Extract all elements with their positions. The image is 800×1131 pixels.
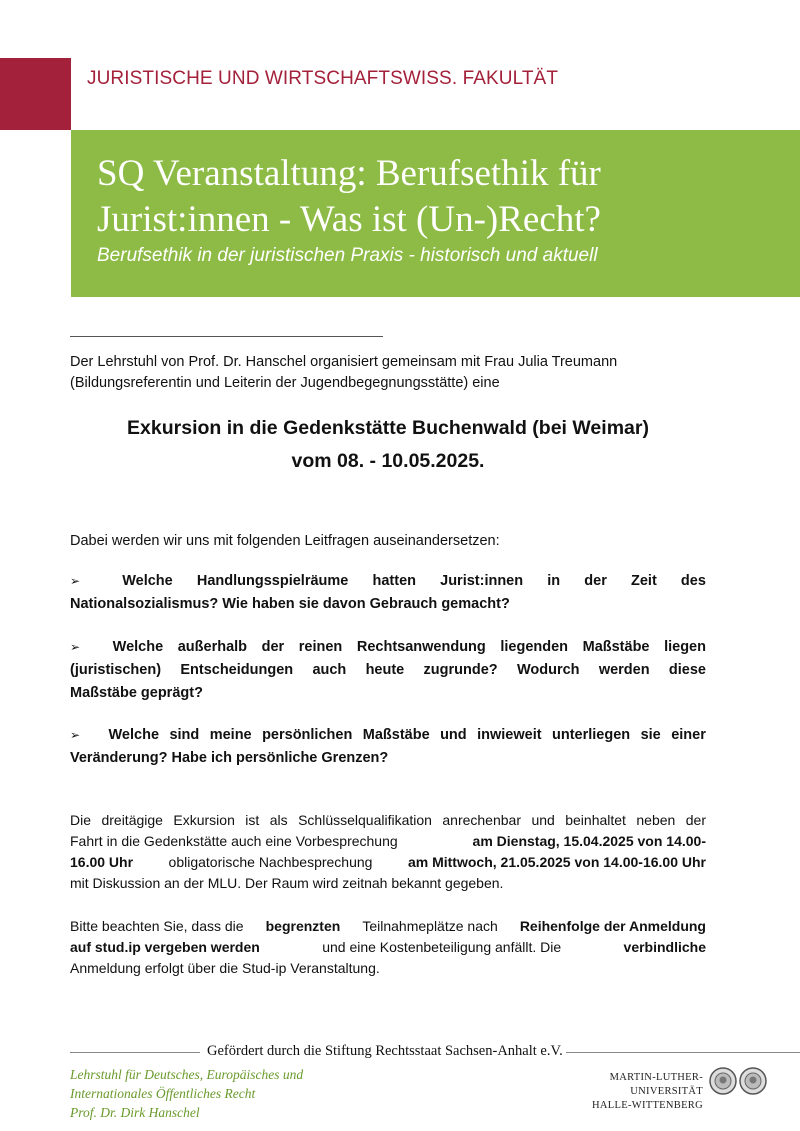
footer-divider-right <box>566 1052 800 1053</box>
university-seal-icon <box>708 1066 770 1096</box>
intro-paragraph <box>70 352 706 394</box>
pre-meeting-date: am Dienstag, 15.04.2025 von 14.00- <box>472 833 706 849</box>
arrow-bullet-icon: ➢ <box>70 640 81 654</box>
question-item <box>70 570 706 616</box>
divider <box>70 336 383 337</box>
chair-info: Lehrstuhl für Deutsches, Europäisches und Internationales Öffentliches Recht Prof. Dr. Dirk Hanschel <box>70 1067 304 1120</box>
question-line: Veränderung? Habe ich persönliche Grenzen? <box>70 750 389 766</box>
page-subtitle: Berufsethik in der juristischen Praxis - historisch und aktuell <box>97 245 598 266</box>
excursion-title: Exkursion in die Gedenkstätte Buchenwald (bei Weimar) <box>127 417 649 439</box>
leitfragen-intro: Dabei werden wir uns mit folgenden Leitfragen auseinandersetzen: <box>70 533 500 549</box>
title-line-1: SQ Veranstaltung: Berufsethik für <box>97 153 601 194</box>
title-line-2: Jurist:innen - Was ist (Un-)Recht? <box>97 199 601 240</box>
question-item <box>70 724 706 770</box>
question-line: Nationalsozialismus? Wie haben sie davon Gebrauch gemacht? <box>70 596 510 612</box>
arrow-bullet-icon: ➢ <box>70 728 81 742</box>
question-item <box>70 636 706 705</box>
faculty-name: JURISTISCHE UND WIRTSCHAFTSWISS. FAKULTÄT <box>87 68 559 89</box>
arrow-bullet-icon: ➢ <box>70 574 81 588</box>
details-paragraph: Die dreitägige Exkursion ist als Schlüsselqualifikation anrechenbar und beinhaltet neben der Fahrt in die Gedenkstätte auch eine Vorbesprechung am Dienstag, 15.04.2025 von 14.00- 16.00 Uhr obligatorische Nachbesprechung am Mittwoch, 21.05.2025 von 14.00-16.00 Uhr mit Diskussion an der MLU. Der Raum wird zeitnah bekannt gegeben. <box>70 812 706 891</box>
question-line: ➢ Welche außerhalb der reinen Rechtsanwendung liegenden Maßstäbe liegen <box>70 636 706 659</box>
sponsor-note: Gefördert durch die Stiftung Rechtsstaat Sachsen-Anhalt e.V. <box>207 1043 563 1059</box>
question-line: (juristischen) Entscheidungen auch heute zugrunde? Wodurch werden diese <box>70 662 706 678</box>
faculty-color-block <box>0 58 71 130</box>
registration-paragraph: Bitte beachten Sie, dass die begrenzten Teilnahmeplätze nach Reihenfolge der Anmeldung auf stud.ip vergeben werden und eine Kostenbeteiligung anfällt. Die verbindliche Anmeldung erfolgt über die Stud-ip Veranstaltung. <box>70 918 706 976</box>
page-title <box>97 151 787 243</box>
footer-divider-left <box>70 1052 200 1053</box>
intro-line: (Bildungsreferentin und Leiterin der Jugendbegegnungsstätte) eine <box>70 375 500 391</box>
excursion-dates: vom 08. - 10.05.2025. <box>291 450 485 472</box>
question-line: Maßstäbe geprägt? <box>70 685 203 701</box>
question-line: ➢ Welche Handlungsspielräume hatten Jurist:innen in der Zeit des <box>70 570 706 593</box>
post-meeting-date: am Mittwoch, 21.05.2025 von 14.00-16.00 Uhr <box>407 854 706 870</box>
question-line: ➢ Welche sind meine persönlichen Maßstäbe und inwieweit unterliegen sie einer <box>70 724 706 747</box>
excursion-heading <box>70 412 706 478</box>
university-name: MARTIN-LUTHER-UNIVERSITÄT HALLE-WITTENBERG <box>592 1072 703 1111</box>
intro-line: Der Lehrstuhl von Prof. Dr. Hanschel organisiert gemeinsam mit Frau Julia Treumann <box>70 354 618 370</box>
